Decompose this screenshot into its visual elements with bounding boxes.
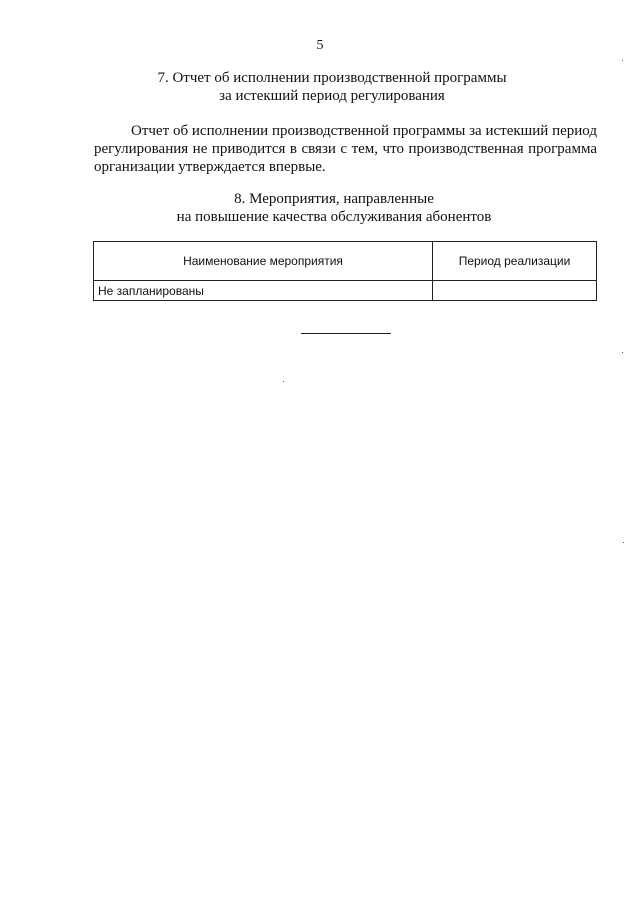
section-7-paragraph-text: Отчет об исполнении производственной программы за истекший период регулирования не приводится в связи с тем, что производственная программа организации утверждается впервые. [94, 123, 597, 175]
table-cell-measure-name: Не запланированы [94, 281, 433, 301]
scan-speck [283, 381, 284, 382]
section-8-title-line-2: на повышение качества обслуживания абонентов [176, 209, 492, 225]
end-separator-line [301, 333, 391, 334]
section-7-title-line-1: 7. Отчет об исполнении производственной программы [157, 70, 507, 86]
section-7-title-line-2: за истекший период регулирования [219, 88, 445, 104]
column-header-measure-name: Наименование мероприятия [94, 242, 433, 281]
scan-speck [623, 542, 624, 543]
page-number: 5 [316, 38, 324, 53]
measures-table [93, 241, 597, 301]
column-header-period: Период реализации [433, 242, 597, 281]
section-7-heading [12, 69, 640, 105]
table-header-row [94, 242, 597, 281]
section-8-heading [14, 190, 640, 226]
section-7-paragraph [94, 122, 597, 176]
scan-speck [622, 60, 623, 61]
scan-speck [622, 352, 623, 353]
table-row [94, 281, 597, 301]
table-cell-period [433, 281, 597, 301]
section-8-title-line-1: 8. Мероприятия, направленные [234, 191, 434, 207]
